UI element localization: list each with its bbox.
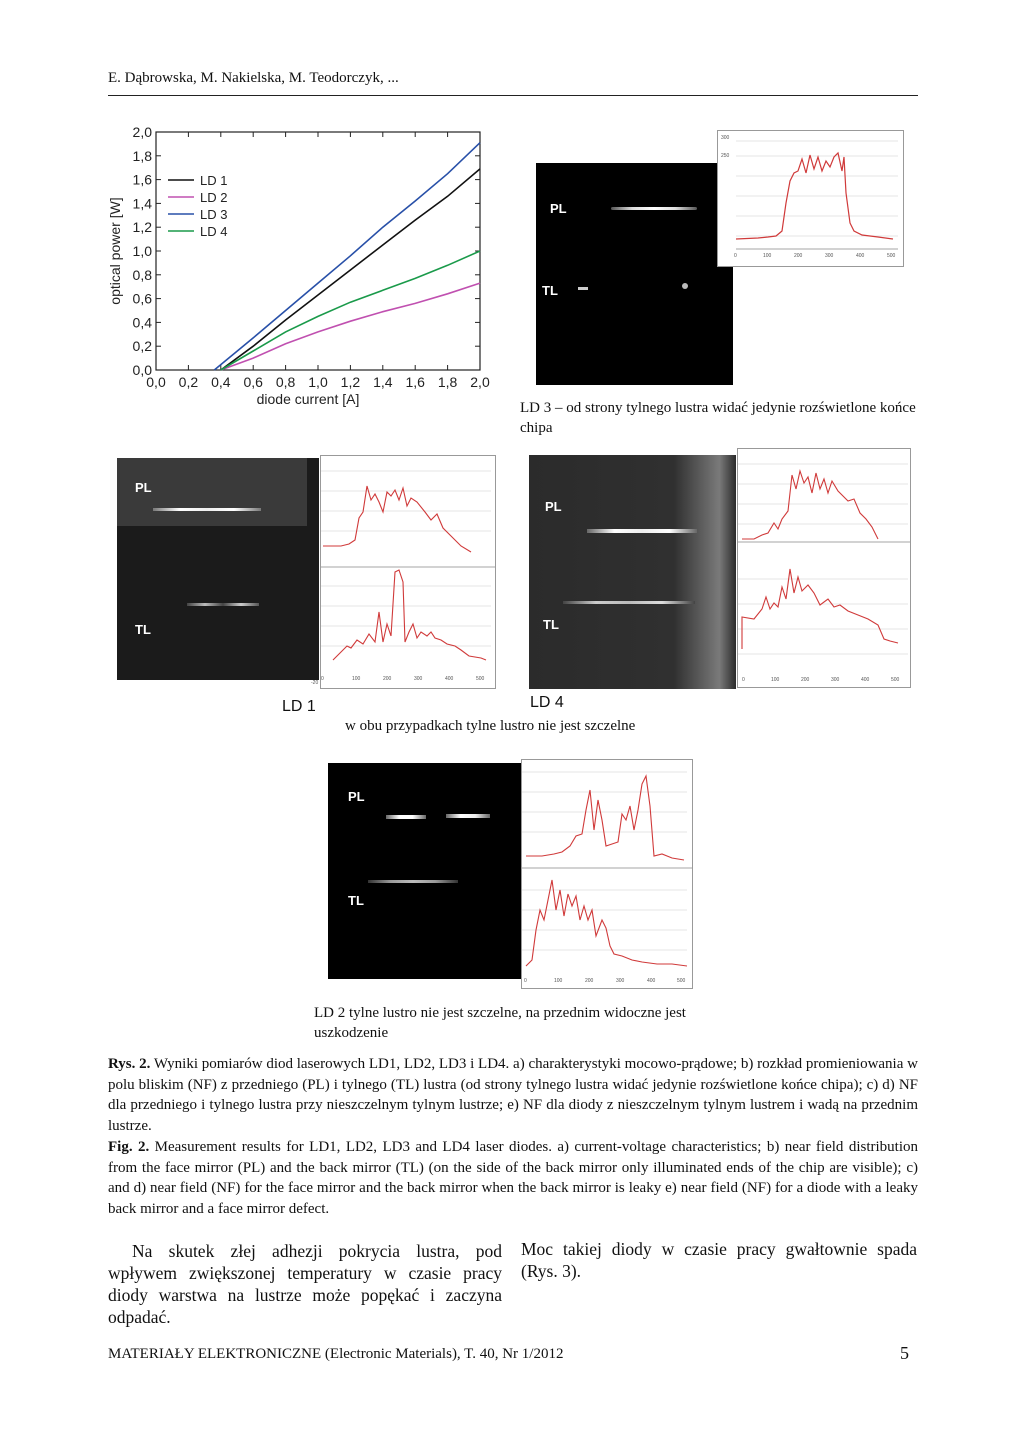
x-axis-label: diode current [A] — [256, 391, 360, 407]
ld4-xtick-label: 200 — [801, 677, 810, 683]
ld1-label: LD 1 — [282, 698, 316, 715]
header-rule — [108, 95, 918, 96]
x-tick-label: 0,0 — [146, 374, 166, 390]
y-tick-label: 0,8 — [132, 266, 152, 283]
ld1-xtick-label: 300 — [414, 676, 423, 682]
ld2-xtick-label: 100 — [554, 978, 563, 984]
y-tick-label: 2,0 — [132, 124, 152, 140]
ld4-profile-plot — [737, 448, 911, 688]
pl-emission-stripe — [153, 508, 261, 511]
y-tick-label: 1,0 — [132, 243, 152, 259]
y-tick-label: 0,6 — [132, 290, 152, 307]
ld2-xtick-label: 0 — [524, 978, 527, 984]
ld3-xtick-label: 500 — [887, 253, 896, 259]
pl-emission-stripe — [611, 207, 697, 210]
x-tick-label: 1,2 — [340, 374, 361, 390]
legend-label: LD 1 — [200, 173, 228, 188]
fig-text: Measurement results for LD1, LD2, LD3 and LD4 laser diodes. a) current-voltage characteristics; b) near field distribution from the face mirror (PL) and the back mirror (TL) (on the side of the back mirror only illuminated ends of the chip are visible); c) and d) near field (NF) for the face mirror and the back mirror when the back mirror is leaky e) near field (NF) for a diode with a leaky back mirror and a face mirror defect. — [108, 1139, 918, 1217]
y-tick-label: 1,2 — [132, 219, 152, 236]
y-tick-label: 1,6 — [132, 171, 152, 188]
rys-text: Wyniki pomiarów diod laserowych LD1, LD2, LD3 i LD4. a) charakterystyki mocowo-prądowe; b) rozkład promieniowania w polu bliskim (NF) z przedniego (PL) i tylnego (TL) lustra (od strony tylnego lustra widać jedynie rozświetlone końce chipa); c) d) NF dla przedniego i tylnego lustra przy nieszczelnym tylnym lustrze; e) NF dla diody z nieszczelnym tylnym lustrem i wadą na przednim lustrze. — [108, 1056, 918, 1134]
plot-frame — [156, 132, 480, 370]
ld3-ytick-label: 300 — [721, 135, 730, 141]
ld1-xtick-label: 200 — [383, 676, 392, 682]
ld4-xtick-label: 400 — [861, 677, 870, 683]
series-line-ld-2 — [221, 283, 480, 370]
ld1-xtick-label: 0 — [321, 676, 324, 682]
ld3-xtick-label: 0 — [734, 253, 737, 259]
y-axis-label: optical power [W] — [107, 197, 123, 305]
tl-label: TL — [135, 622, 151, 637]
ld2-nearfield-image — [328, 763, 524, 979]
rys-label: Rys. 2. — [108, 1056, 151, 1072]
ld4-label: LD 4 — [530, 694, 564, 711]
x-tick-label: 1,0 — [308, 374, 328, 390]
ld2-xtick-label: 200 — [585, 978, 594, 984]
tl-label: TL — [542, 283, 558, 298]
x-tick-label: 0,4 — [211, 374, 231, 390]
ld2-xtick-label: 400 — [647, 978, 656, 984]
ld2-xtick-label: 500 — [677, 978, 686, 984]
tl-emission-stripe — [368, 880, 458, 883]
ld3-xtick-label: 200 — [794, 253, 803, 259]
x-tick-label: 1,6 — [405, 374, 425, 390]
ld4-pl-curve — [742, 471, 878, 539]
pl-label: PL — [348, 789, 365, 804]
figure-caption-english — [108, 1137, 918, 1219]
tl-emission-stripe — [187, 603, 259, 606]
y-tick-label: 1,4 — [132, 195, 152, 212]
ld3-xtick-label: 300 — [825, 253, 834, 259]
pl-label: PL — [550, 201, 567, 216]
power-current-chart — [104, 122, 500, 422]
ld1-ytick-label: -20 — [311, 680, 319, 686]
legend-label: LD 2 — [200, 190, 228, 205]
legend-label: LD 4 — [200, 224, 228, 239]
pl-emission-segment — [446, 814, 490, 818]
ld4-nearfield-image — [529, 455, 736, 689]
journal-footer: MATERIAŁY ELEKTRONICZNE (Electronic Materials), T. 40, Nr 1/2012 — [108, 1346, 564, 1362]
tl-emission-stripe — [563, 601, 695, 604]
ld1-tl-curve — [333, 570, 486, 660]
x-tick-label: 1,8 — [437, 374, 458, 390]
x-tick-label: 2,0 — [470, 374, 490, 390]
running-header: E. Dąbrowska, M. Nakielska, M. Teodorczyk, ... — [108, 70, 399, 86]
pl-emission-segment — [386, 815, 426, 819]
ld4-xtick-label: 500 — [891, 677, 900, 683]
ld2-pl-curve — [526, 776, 684, 860]
y-tick-label: 1,8 — [132, 147, 152, 164]
tl-label: TL — [543, 617, 559, 632]
page-number: 5 — [900, 1343, 909, 1363]
tl-label: TL — [348, 893, 364, 908]
pl-emission-stripe — [587, 529, 697, 533]
ld2-tl-curve — [526, 880, 687, 966]
ld4-xtick-label: 300 — [831, 677, 840, 683]
ld3-caption: LD 3 – od strony tylnego lustra widać jedynie rozświetlone końce chipa — [520, 400, 916, 436]
legend-label: LD 3 — [200, 207, 228, 222]
y-tick-label: 0,2 — [132, 338, 152, 355]
ld3-xtick-label: 400 — [856, 253, 865, 259]
ld3-profile-plot — [717, 130, 904, 267]
ld1-ld4-caption: w obu przypadkach tylne lustro nie jest szczelne — [345, 718, 636, 734]
figure-caption-polish — [108, 1054, 918, 1136]
ld1-xtick-label: 100 — [352, 676, 361, 682]
ld4-xtick-label: 100 — [771, 677, 780, 683]
body-left-column: Na skutek złej adhezji pokrycia lustra, pod wpływem zwiększonej temperatury w czasie pracy diody warstwa na lustrze może popękać i zaczyna odpadać. — [108, 1241, 502, 1327]
tl-emission-spot — [682, 283, 688, 289]
x-tick-label: 1,4 — [373, 374, 393, 390]
ld2-profile-plot — [521, 759, 693, 989]
ld1-profile-plot — [311, 455, 496, 689]
ld1-xtick-label: 400 — [445, 676, 454, 682]
ld2-xtick-label: 300 — [616, 978, 625, 984]
x-tick-label: 0,2 — [178, 374, 199, 390]
ld3-xtick-label: 100 — [763, 253, 772, 259]
ld1-nearfield-image — [117, 458, 319, 680]
fig-label: Fig. 2. — [108, 1139, 150, 1155]
y-tick-label: 0,0 — [132, 362, 152, 378]
y-tick-label: 0,4 — [132, 314, 152, 331]
pl-label: PL — [545, 499, 562, 514]
x-tick-label: 0,6 — [243, 374, 263, 390]
ld1-xtick-label: 500 — [476, 676, 485, 682]
series-line-ld-1 — [221, 169, 480, 370]
ld4-tl-curve — [742, 569, 898, 649]
tl-emission-spot — [578, 287, 588, 290]
ld2-caption: LD 2 tylne lustro nie jest szczelne, na przednim widoczne jest uszkodzenie — [314, 1005, 686, 1041]
ld3-nearfield-image — [536, 163, 733, 385]
ld3-ytick-label: 250 — [721, 153, 730, 159]
ld1-pl-curve — [323, 486, 471, 552]
body-right-column: Moc takiej diody w czasie pracy gwałtownie spada (Rys. 3). — [521, 1239, 917, 1281]
ld4-xtick-label: 0 — [742, 677, 745, 683]
series-line-ld-3 — [214, 143, 480, 370]
series-line-ld-4 — [221, 251, 480, 370]
x-tick-label: 0,8 — [275, 374, 296, 390]
pl-label: PL — [135, 480, 152, 495]
